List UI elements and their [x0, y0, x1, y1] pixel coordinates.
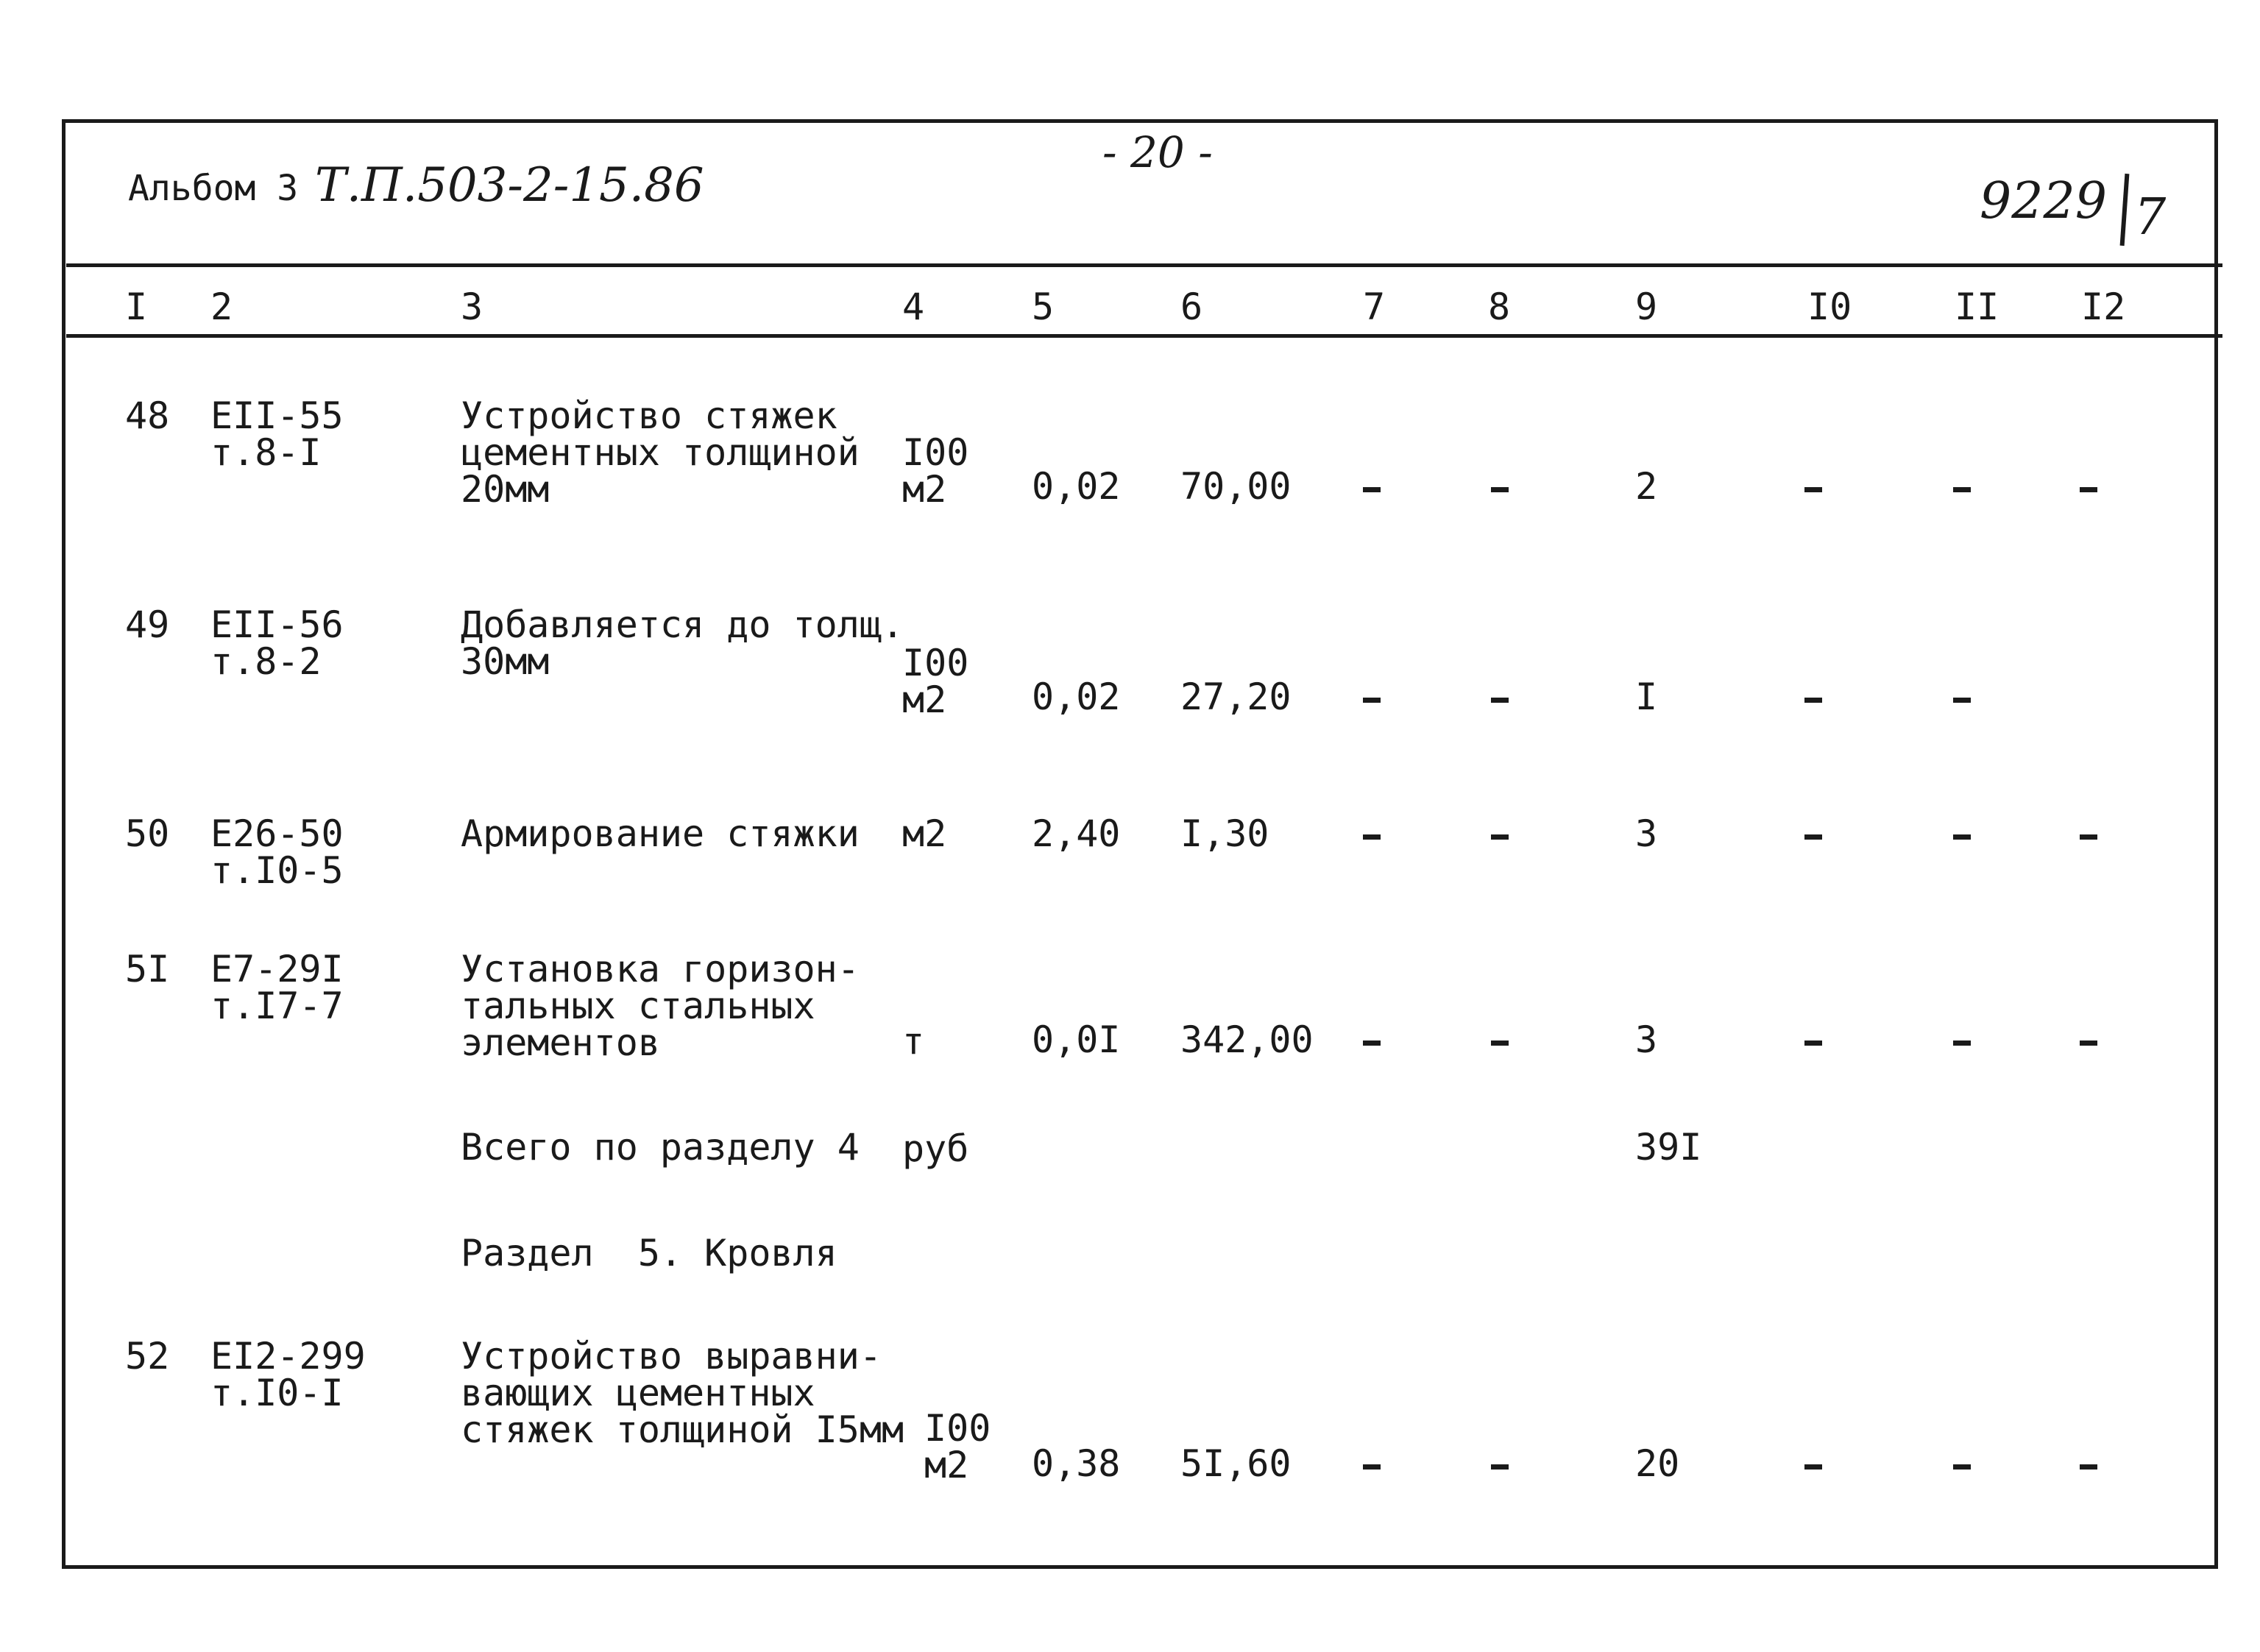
unit-price: 342,00 — [1180, 1018, 1314, 1061]
row-number: 52 — [125, 1335, 170, 1378]
row-number: 48 — [125, 394, 170, 437]
work-description: Устройство стяжек цементных толщиной 20мм — [461, 394, 860, 511]
quantity: 2,40 — [1032, 812, 1121, 855]
unit-price: 27,20 — [1180, 676, 1292, 718]
work-description: Установка горизон- тальных стальных элементов — [461, 948, 860, 1064]
unit: I00 м2 — [924, 1407, 991, 1486]
unit: т — [902, 1020, 925, 1063]
section-heading: Раздел 5. Кровля — [461, 1232, 837, 1275]
col10-dash — [1804, 1464, 1822, 1470]
col7-dash — [1363, 1464, 1381, 1470]
col10-dash — [1804, 487, 1822, 492]
unit-price: I,30 — [1180, 812, 1269, 855]
stamp-suffix: 7 — [2134, 188, 2167, 247]
col10-dash — [1804, 698, 1822, 703]
quantity: 0,02 — [1032, 676, 1121, 718]
col11-dash — [1953, 1041, 1971, 1046]
col-header-11: II — [1955, 286, 1999, 328]
col8-dash — [1491, 1464, 1509, 1470]
row-number: 49 — [125, 603, 170, 646]
col-header-6: 6 — [1180, 286, 1203, 328]
col-header-10: I0 — [1807, 286, 1852, 328]
col11-dash — [1953, 834, 1971, 840]
col10-dash — [1804, 1041, 1822, 1046]
col12-dash — [2080, 834, 2097, 840]
page-number: - 20 - — [1102, 127, 1213, 177]
quantity: 0,38 — [1032, 1442, 1121, 1485]
col12-dash — [2080, 1041, 2097, 1046]
subtotal-value: 39I — [1635, 1126, 1702, 1169]
norm-code: EII-55 т.8-I — [210, 394, 344, 474]
quantity: 0,0I — [1032, 1018, 1121, 1061]
col9-value: I — [1635, 676, 1658, 718]
quantity: 0,02 — [1032, 465, 1121, 508]
col7-dash — [1363, 1041, 1381, 1046]
col8-dash — [1491, 698, 1509, 703]
stamp-number: 9229 — [1980, 172, 2108, 230]
header-bottom-rule — [66, 334, 2222, 338]
unit: I00 м2 — [902, 642, 969, 721]
work-description: Устройство выравни- вающих цементных стяжек толщиной I5мм — [461, 1335, 904, 1451]
norm-code: EI2-299 т.I0-I — [210, 1335, 366, 1414]
album-label: Альбом 3 — [128, 168, 299, 209]
col8-dash — [1491, 487, 1509, 492]
row-number: 50 — [125, 812, 170, 855]
row-number: 5I — [125, 948, 170, 990]
col11-dash — [1953, 487, 1971, 492]
col-header-8: 8 — [1488, 286, 1511, 328]
col9-value: 20 — [1635, 1442, 1680, 1485]
unit-price: 5I,60 — [1180, 1442, 1292, 1485]
col7-dash — [1363, 487, 1381, 492]
col9-value: 3 — [1635, 1018, 1658, 1061]
unit: м2 — [902, 812, 947, 855]
col-header-4: 4 — [902, 286, 925, 328]
col-header-12: I2 — [2081, 286, 2126, 328]
norm-code: EII-56 т.8-2 — [210, 603, 344, 683]
project-code: Т.П.503-2-15.86 — [315, 158, 704, 213]
col8-dash — [1491, 834, 1509, 840]
col9-value: 3 — [1635, 812, 1658, 855]
unit: I00 м2 — [902, 431, 969, 511]
col-header-3: 3 — [461, 286, 483, 328]
col7-dash — [1363, 834, 1381, 840]
work-description: Армирование стяжки — [461, 812, 860, 855]
col-header-1: I — [125, 286, 148, 328]
col-header-7: 7 — [1363, 286, 1386, 328]
norm-code: E26-50 т.I0-5 — [210, 812, 344, 892]
col11-dash — [1953, 1464, 1971, 1470]
norm-code: E7-29I т.I7-7 — [210, 948, 344, 1027]
col-header-5: 5 — [1032, 286, 1055, 328]
col9-value: 2 — [1635, 465, 1658, 508]
col7-dash — [1363, 698, 1381, 703]
col12-dash — [2080, 1464, 2097, 1470]
col-header-9: 9 — [1635, 286, 1658, 328]
col11-dash — [1953, 698, 1971, 703]
col12-dash — [2080, 487, 2097, 492]
col-header-2: 2 — [210, 286, 233, 328]
subtotal-label: Всего по разделу 4 — [461, 1126, 860, 1169]
subtotal-unit: руб — [902, 1127, 969, 1170]
work-description: Добавляется до толщ. 30мм — [461, 603, 904, 683]
col10-dash — [1804, 834, 1822, 840]
header-top-rule — [66, 263, 2222, 267]
unit-price: 70,00 — [1180, 465, 1292, 508]
col8-dash — [1491, 1041, 1509, 1046]
